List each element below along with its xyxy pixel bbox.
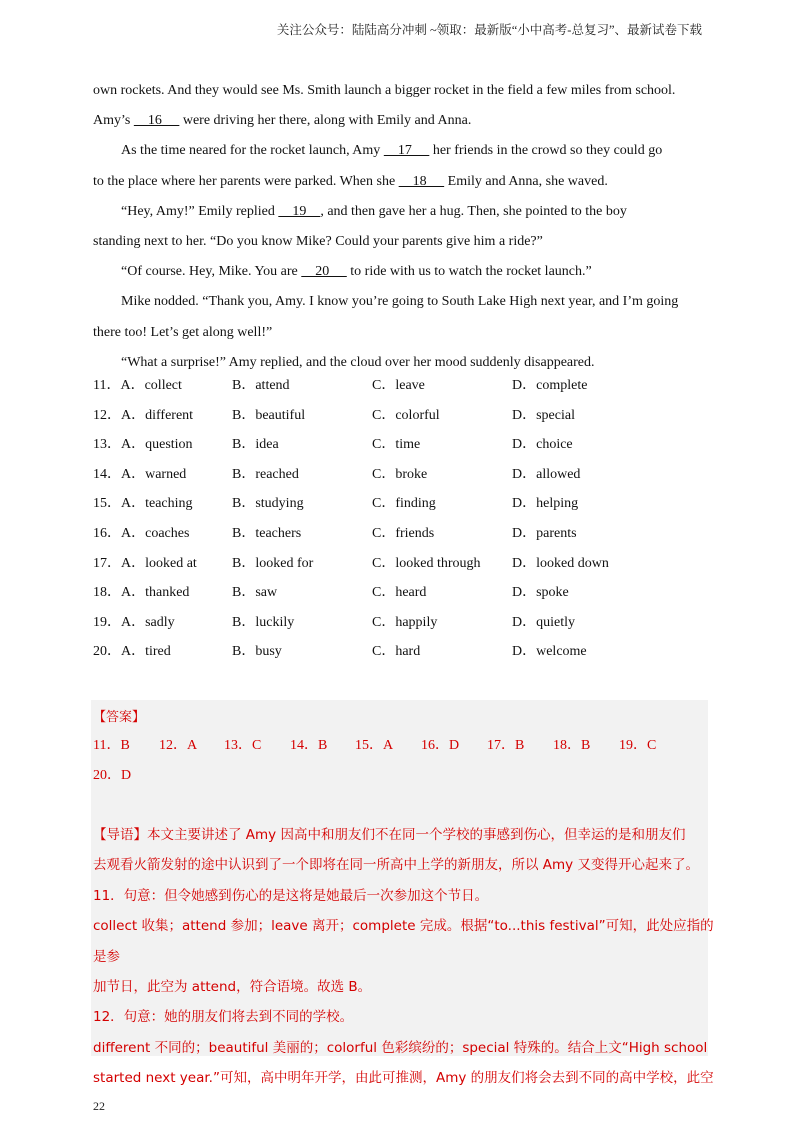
option-item: D．looked down — [512, 555, 609, 571]
passage-text: standing next to her. “Do you know Mike? Could your parents give him a ride?” — [93, 234, 543, 250]
option-item: C．friends — [372, 525, 435, 541]
option-row — [93, 611, 713, 641]
option-item: 12．A．different — [93, 407, 194, 423]
page-header: 关注公众号：陆陆高分冲刺 ~领取：最新版“小中高考-总复习”、最新试卷下载 — [276, 23, 702, 37]
option-row — [93, 433, 713, 463]
explanation-line: 12．句意：她的朋友们将去到不同的学校。 — [93, 1009, 354, 1026]
answer-item: 12．A — [159, 738, 198, 753]
option-item: 20．A．tired — [93, 644, 171, 660]
blank: 18 — [398, 173, 445, 189]
option-item: B．idea — [232, 437, 279, 453]
option-item: C．leave — [372, 378, 425, 393]
option-item: B．looked for — [232, 555, 314, 571]
passage-text: to ride with us to watch the rocket launch.” — [346, 264, 592, 280]
passage-text: there too! Let’s get along well!” — [93, 324, 273, 340]
option-item: D．spoke — [512, 585, 569, 601]
option-item: B．busy — [232, 644, 282, 660]
option-row — [93, 404, 713, 434]
passage-text: , and then gave her a hug. Then, she pointed to the boy — [320, 203, 627, 219]
passage-text: “Of course. Hey, Mike. You are — [121, 264, 302, 280]
option-item: C．broke — [372, 466, 428, 482]
option-item: C．hard — [372, 644, 421, 660]
answer-row-1 — [93, 734, 713, 756]
option-item: C．colorful — [372, 407, 440, 423]
option-item: B．teachers — [232, 525, 302, 541]
answer-tag: 【答案】 — [93, 710, 146, 725]
option-row — [93, 522, 713, 552]
passage-line — [93, 257, 713, 287]
option-item: 18．A．thanked — [93, 585, 190, 601]
explanation-line: 【导语】本文主要讲述了 Amy 因高中和朋友们不在同一个学校的事感到伤心，但幸运的是和朋友们 — [93, 827, 686, 843]
passage-text: her friends in the crowd so they could go — [429, 143, 663, 159]
option-item: C．heard — [372, 585, 427, 601]
answer-item: 15．A — [355, 738, 394, 753]
option-row — [93, 463, 713, 493]
passage-line — [93, 197, 713, 227]
passage-text: Amy’s — [93, 113, 134, 129]
passage-line — [93, 167, 713, 197]
option-item: D．complete — [512, 378, 588, 393]
blank: 19 — [278, 203, 321, 219]
passage-text: own rockets. And they would see Ms. Smith launch a bigger rocket in the field a few miles from school. — [93, 83, 676, 98]
option-item: 11．A．collect — [93, 378, 182, 393]
blank: 20 — [301, 264, 347, 280]
answer-item: 20．D — [93, 768, 132, 783]
option-item: D．special — [512, 407, 575, 423]
answer-item: 19．C — [619, 738, 657, 753]
passage-text: to the place where her parents were parked. When she — [93, 173, 399, 189]
option-item: D．welcome — [512, 644, 587, 660]
blank: 17 — [383, 143, 430, 159]
option-item: B．reached — [232, 466, 299, 482]
passage-line — [93, 287, 713, 317]
passage-text: were driving her there, along with Emily and Anna. — [179, 113, 472, 129]
option-item: C．looked through — [372, 555, 481, 571]
options-list — [93, 374, 713, 670]
option-row — [93, 492, 713, 522]
option-item: B．attend — [232, 378, 290, 393]
option-item: D．helping — [512, 496, 579, 512]
answer-item: 14．B — [290, 738, 328, 753]
passage-line — [93, 136, 713, 166]
answer-row-2 — [93, 764, 713, 786]
option-item: 15．A．teaching — [93, 496, 193, 512]
option-item: 19．A．sadly — [93, 614, 175, 630]
passage-text: As the time neared for the rocket launch, Amy — [121, 143, 384, 159]
explanation-line: started next year.”可知，高中明年开学，由此可推测，Amy 的朋友们将会去到不同的高中学校，此空 — [93, 1070, 714, 1087]
option-row — [93, 581, 713, 611]
explanation-line: 加节日，此空为 attend，符合语境。故选 B。 — [93, 979, 372, 996]
blank: 16 — [133, 113, 180, 129]
answer-item: 11．B — [93, 738, 130, 753]
option-item: B．luckily — [232, 614, 295, 630]
passage-line — [93, 227, 713, 257]
option-item: D．allowed — [512, 466, 581, 482]
explanation — [93, 820, 718, 1094]
option-item: D．quietly — [512, 614, 575, 630]
passage-text: “Hey, Amy!” Emily replied — [121, 203, 279, 219]
option-item: C．happily — [372, 614, 438, 630]
passage-text: “What a surprise!” Amy replied, and the cloud over her mood suddenly disappeared. — [121, 354, 595, 370]
option-item: B．saw — [232, 585, 278, 601]
passage-line — [93, 76, 713, 106]
option-item: 16．A．coaches — [93, 525, 190, 541]
answer-item: 13．C — [224, 738, 262, 753]
option-item: 17．A．looked at — [93, 555, 197, 571]
explanation-line: different 不同的；beautiful 美丽的；colorful 色彩缤纷的；special 特殊的。结合上文“High school — [93, 1039, 708, 1056]
answer-item: 16．D — [421, 738, 460, 753]
passage-line — [93, 106, 713, 136]
option-row — [93, 374, 713, 404]
option-item: 13．A．question — [93, 437, 193, 453]
option-item: B．beautiful — [232, 407, 306, 423]
explanation-line: 11．句意：但令她感到伤心的是这将是她最后一次参加这个节日。 — [93, 887, 489, 904]
option-item: C．finding — [372, 496, 436, 512]
option-item: 14．A．warned — [93, 466, 187, 482]
page-number: 22 — [93, 1099, 105, 1113]
option-row — [93, 552, 713, 582]
option-item: D．choice — [512, 437, 573, 453]
option-row — [93, 640, 713, 670]
option-item: B．studying — [232, 496, 304, 512]
explanation-line: collect 收集；attend 参加；leave 离开；complete 完成。根据“to...this festival”可知，此处应指的是参 — [93, 918, 714, 965]
option-item: C．time — [372, 437, 421, 453]
answer-item: 18．B — [553, 738, 591, 753]
passage — [93, 76, 713, 378]
explanation-line: 去观看火箭发射的途中认识到了一个即将在同一所高中上学的新朋友，所以 Amy 又变得开心起来了。 — [93, 857, 699, 874]
answer-item: 17．B — [487, 738, 525, 753]
passage-line — [93, 318, 713, 348]
option-item: D．parents — [512, 525, 577, 541]
passage-text: Mike nodded. “Thank you, Amy. I know you’re going to South Lake High next year, and I’m going — [121, 294, 679, 310]
passage-text: Emily and Anna, she waved. — [444, 173, 608, 189]
